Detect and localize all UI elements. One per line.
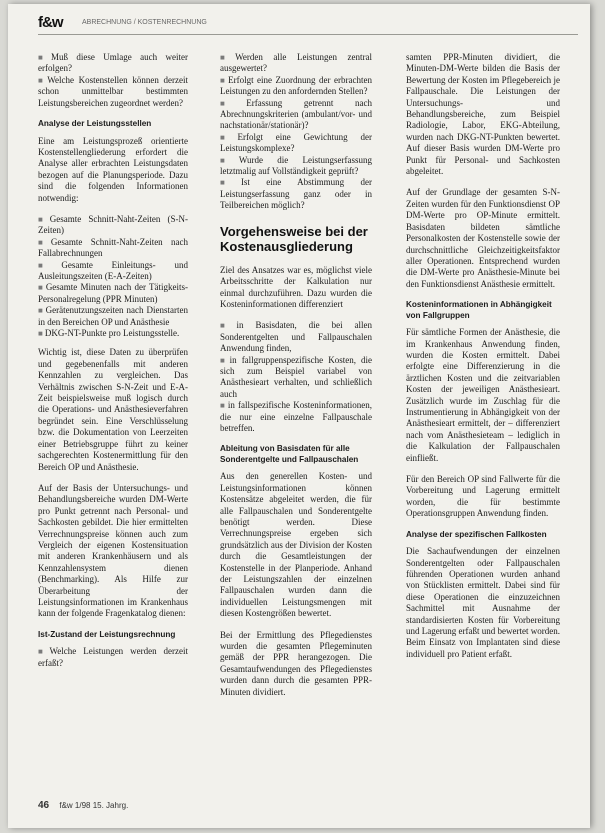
journal-logo: f&w	[38, 14, 63, 31]
paragraph: Für den Bereich OP sind Fallwerte für die Vorbereitung und Lagerung ermittelt worden, die für bestimmte Operationsgruppen Anwendung finden.	[406, 474, 560, 519]
list-item: ■ Gesamte Schnitt-Naht-Zeiten nach Fallabrechnungen	[38, 236, 188, 259]
bullet-icon: ■	[38, 283, 44, 293]
list-item: ■ in fallgruppenspezifische Kosten, die sich zum Beispiel variabel von Anästhesieart verhalten, und schließlich auch	[220, 354, 372, 399]
bullet-icon: ■	[220, 321, 235, 331]
paragraph: Die Sachaufwendungen der einzelnen Sonderentgelten oder Fallpauschalen führenden Operationen wurden anhand von Stücklisten ermittelt. Dabei sind für diese Operationen die einzuzeichnen Sachmittel mit Ausnahme der standardisierten Kosten für Vorbereitung und Lagerung erfaßt und bewertet worden. Beim Einsatz von Implantaten sind diese individuell pro Patient erfaßt.	[406, 546, 560, 659]
paragraph: Für sämtliche Formen der Anästhesie, die im Krankenhaus Anwendung finden, wurden die Kosten ermittelt. Dabei erfolgte eine Differenzierung in die ärztlichen Kosten und die zeitvariablen Kosten der jeweiligen Anästhesieart. Zusätzlich wurde im Zuschlag für die Instrumentierung in Abhängigkeit von der Anästhesieart ermittelt, der – differenziert nach vom Anästhesieteam – lediglich in die Kalkulation der Fallpauschalen einfließt.	[406, 327, 560, 463]
page-number: 46	[38, 800, 50, 811]
list-item: ■ Gesamte Einleitungs- und Ausleitungszeiten (E-A-Zeiten)	[38, 259, 188, 281]
bullet-icon: ■	[220, 53, 234, 62]
bullet-icon: ■	[38, 214, 48, 224]
bullet-icon: ■	[38, 53, 49, 62]
subheading: Ableitung von Basisdaten für alle Sonderentgelte und Fallpauschalen	[220, 444, 359, 464]
page-header	[38, 12, 578, 35]
paragraph: Ziel des Ansatzes war es, möglichst viele Arbeitsschritte der Kalkulation nur einmal durchzuführen. Dazu wurden die Kosteninformationen differenziert	[220, 264, 372, 309]
list-item: ■ Muß diese Umlage auch weiter erfolgen?	[38, 52, 188, 74]
column-1	[38, 52, 188, 669]
header-section-title: ABRECHNUNG / KOSTENRECHNUNG	[82, 19, 207, 26]
bullet-icon: ■	[220, 98, 245, 108]
journal-issue: f&w 1/98 15. Jahrg.	[59, 801, 129, 810]
paragraph: Wichtig ist, diese Daten zu überprüfen und gegebenenfalls mit anderen Kennzahlen zu vergleichen. Das Verhältnis zwischen S-N-Zeit und E-A-Zeit beispielsweise muß logisch durch die Operations- und Anästhesieverfahren begründet sein. Eine Verschlüsselung bzw. die Dokumentation von Leerzeiten einer Betriebsgruppe führt zu keiner sachgerechten Kostenermittlung für den Bereich OP und Anästhesie.	[38, 347, 188, 472]
paragraph: Auf der Grundlage der gesamten S-N-Zeiten wurden für den Funktionsdienst OP DM-Werte pro OP-Minute ermittelt. Basisdaten bildeten sämtliche Personalkosten der Kostenstelle sowie der durchschnittliche Gleichzeitigkeitsfaktor aller Operationen. Entsprechend wurden die DM-Werte pro Anästhesie-Minute bei den Funktionsdienst Anästhesie ermittelt.	[406, 187, 560, 289]
bullet-icon: ■	[38, 306, 44, 316]
bullet-icon: ■	[38, 329, 43, 339]
bullet-icon: ■	[220, 75, 227, 85]
list-item: ■ Erfolgt eine Gewichtung der Leistungskomplexe?	[220, 131, 372, 154]
subheading: Kosteninformationen in Abhängigkeit von Fallgruppen	[406, 300, 552, 320]
list-item: ■ Gesamte Schnitt-Naht-Zeiten (S-N-Zeiten)	[38, 213, 188, 236]
subheading: Analyse der Leistungsstellen	[38, 119, 152, 129]
bullet-icon: ■	[38, 237, 49, 247]
bullet-icon: ■	[38, 75, 46, 85]
bullet-icon: ■	[38, 647, 48, 657]
paragraph: Auf der Basis der Untersuchungs- und Behandlungsbereiche wurden DM-Werte pro Punkt getrennt nach Personal- und Sachkosten gebildet. Die hier ermittelten Verrechnungspreise können auch zum Vergleich der eigenen Kostensituation mit anderen Krankenhäusern und als Kennzahlensystem dienen (Benchmarking). Als Hilfe zur Überarbeitung der Leistungsinformationen im Krankenhaus kann der folgende Fragenkatalog dienen:	[38, 482, 188, 619]
bullet-icon: ■	[220, 132, 236, 142]
list-item: ■ DKG-NT-Punkte pro Leistungsstelle.	[38, 328, 180, 339]
page-footer	[38, 800, 128, 811]
list-item: ■ Wurde die Leistungserfassung letztmalig auf Vollständigkeit geprüft?	[220, 154, 372, 177]
list-item: ■ Gesamte Minuten nach der Tätigkeits-Personalregelung (PPR Minuten)	[38, 282, 188, 304]
subheading: Ist-Zustand der Leistungsrechnung	[38, 629, 176, 639]
paragraph: Bei der Ermittlung des Pflegedienstes wurden die gesamten Pflegeminuten gemäß der PPR herangezogen. Die Gesamtaufwendungen des Pflegedienstes wurden dann durch die gesamten PPR-Minuten dividiert.	[220, 629, 372, 697]
list-item: ■ Gerätenutzungszeiten nach Dienstarten in den Bereichen OP und Anästhesie	[38, 305, 188, 327]
column-2	[220, 52, 372, 708]
magazine-page	[8, 4, 590, 828]
list-item: ■ in fallspezifische Kosteninformationen, die nur eine einzelne Fallpauschale betreffen.	[220, 400, 372, 433]
bullet-icon: ■	[220, 355, 228, 365]
bullet-icon: ■	[220, 178, 239, 188]
list-item: ■ Welche Leistungen werden derzeit erfaßt?	[38, 646, 188, 668]
list-item: ■ Werden alle Leistungen zentral ausgewertet?	[220, 52, 372, 74]
paragraph: Aus den generellen Kosten- und Leistungsinformationen können Kostensätze abgeleitet werden, die für alle Fallpauschalen und Sonderentgelte benötigt werden. Diese Verrechnungspreise ergeben sich grundsätzlich aus der Division der Kosten durch die Gesamtleistungen der Kostenstelle in der Planperiode. Anhand der Leistungszahlen der einzelnen Fallpauschalen wurden dann die individuellen Leistungsmengen mit diesen Kostengrößen bewertet.	[220, 471, 372, 619]
column-3	[406, 52, 560, 670]
subheading: Analyse der spezifischen Fallkosten	[406, 529, 547, 539]
list-item: ■ Erfassung getrennt nach Abrechnungskriterien (ambulant/vor- und nachstationär/stationär)?	[220, 97, 372, 131]
bullet-icon: ■	[38, 260, 60, 270]
bullet-icon: ■	[220, 155, 237, 165]
paragraph: samten PPR-Minuten dividiert, die Minuten-DM-Werte bilden die Basis der Bewertung der Kosten im Pflegebereich je Fallpauschale. Die Leistungen der Untersuchungs- und Behandlungsbereiche, zum Beispiel Radiologie, Labor, EKG-Abteilung, wurden nach DKG-NT-Punkten bewertet. Auf dieser Basis wurden DM-Werte pro Punkt für Personal- und Sachkosten abgeleitet.	[406, 52, 560, 177]
bullet-icon: ■	[220, 401, 226, 411]
list-item: ■ Erfolgt eine Zuordnung der erbrachten Leistungen zu den anfordernden Stellen?	[220, 74, 372, 97]
section-title: Vorgehensweise bei der Kostenausgliederung	[220, 223, 368, 255]
list-item: ■ in Basisdaten, die bei allen Sonderentgelten und Fallpauschalen Anwendung finden,	[220, 320, 372, 354]
list-item: ■ Ist eine Abstimmung der Leistungserfassung ganz oder in Teilbereichen möglich?	[220, 177, 372, 211]
list-item: ■ Welche Kostenstellen können derzeit schon unmittelbar bestimmten Leistungsbereichen zugeordnet werden?	[38, 74, 188, 108]
paragraph: Eine am Leistungsprozeß orientierte Kostenstellengliederung erfordert die Analyse aller erbrachten Leistungsdaten bezogen auf die Planungsperiode. Dazu sind die folgenden Informationen notwendig:	[38, 135, 188, 203]
